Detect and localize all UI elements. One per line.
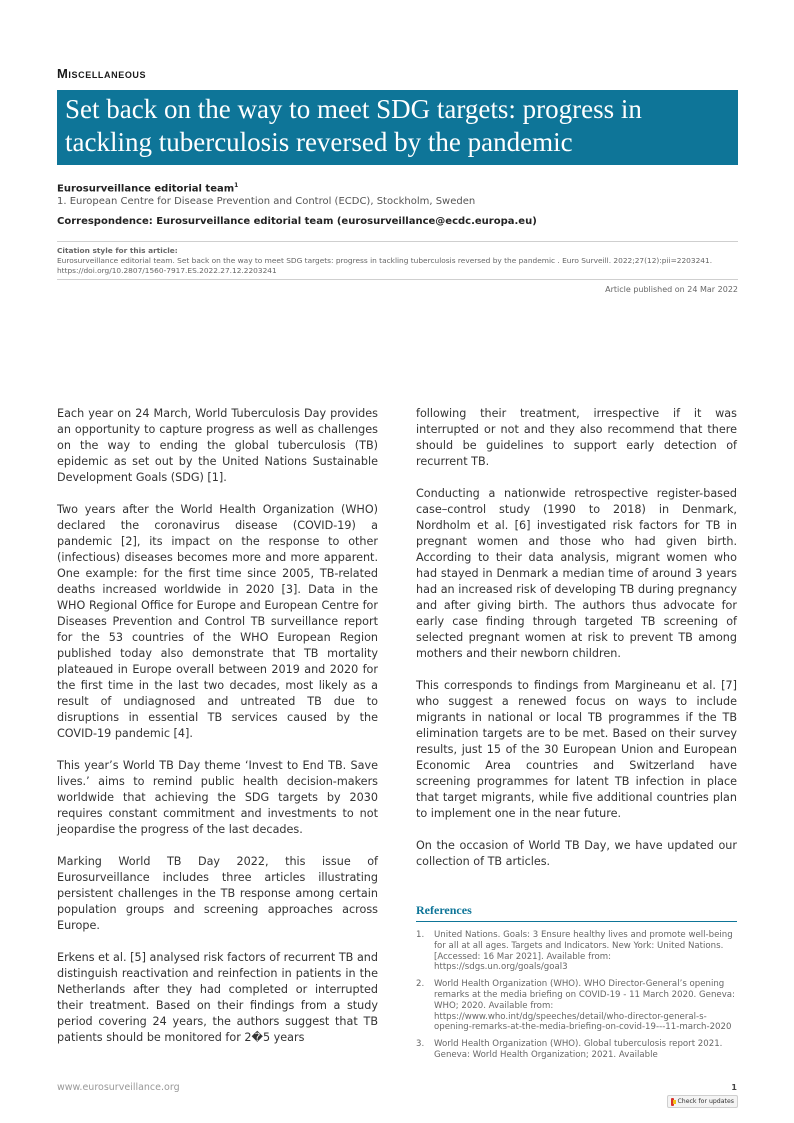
title-banner [57, 90, 738, 165]
paragraph: Erkens et al. [5] analysed risk factors of recurrent TB and distinguish reactivation and reinfection in patients in the Netherlands after they had completed or interrupted their treatment. Based on their findings from a study period covering 24 years, the authors suggest that TB patients should be monitored for 2�5 years [57, 951, 378, 1044]
author-team [57, 179, 738, 195]
reference-text[interactable]: World Health Organization (WHO). WHO Director-General’s opening remarks at the media briefing on COVID-19 - 11 March 2020. Geneva: WHO; 2020. Available from: https://www.who.int/dg/speeches/detail/who-director-general-s-opening-remarks-at-the-media-briefing-on-covid-19---11-march-2020 [434, 979, 735, 1033]
citation-box [57, 241, 738, 280]
citation-heading: Citation style for this article: [57, 246, 178, 255]
author-affiliation-marker: 1 [234, 182, 239, 189]
reference-text[interactable]: United Nations. Goals: 3 Ensure healthy lives and promote well-being for all at all ages. Targets and Indicators. New York: United Nations. [Accessed: 16 Mar 2021]. Available from: https://sdgs.un.org/goals/goal3 [434, 930, 733, 973]
reference-text[interactable]: World Health Organization (WHO). Global tuberculosis report 2021. Geneva: World Health Organization; 2021. Available [434, 1039, 723, 1060]
published-date: Article published on 24 Mar 2022 [605, 285, 738, 294]
footer-url-link[interactable]: www.eurosurveillance.org [57, 1082, 180, 1093]
section-label: Miscellaneous [57, 66, 147, 81]
author-block [57, 179, 738, 228]
references-list [416, 930, 737, 1061]
reference-item [416, 930, 737, 973]
check-for-updates-button[interactable] [667, 1095, 738, 1108]
citation-text: Eurosurveillance editorial team. Set back on the way to meet SDG targets: progress in tackling tuberculosis reversed by the pandemic . Euro Surveill. 2022;27(12):pii=2203241. https://doi.org/10.2807/1560-7917.ES.2022.27.12.2203241 [57, 256, 713, 275]
article-title: Set back on the way to meet SDG targets: progress in tackling tuberculosis reversed by the pandemic [65, 94, 642, 157]
paragraph: This corresponds to findings from Margineanu et al. [7] who suggest a renewed focus on ways to include migrants in national or local TB programmes if the TB elimination targets are to be met. Based on their survey results, just 15 of the 30 European Union and European Economic Area countries and Switzerland have screening programmes for latent TB infection in place that target migrants, while five additional countries plan to implement one in the near future. [416, 679, 737, 820]
references-heading: References [416, 903, 737, 922]
paragraph: On the occasion of World TB Day, we have updated our collection of TB articles. [416, 839, 737, 868]
paragraph: following their treatment, irrespective if it was interrupted or not and they also recommend that there should be guidelines to support early detection of recurrent TB. [416, 407, 737, 468]
reference-number: 1. [416, 930, 425, 940]
crossmark-icon [671, 1098, 674, 1106]
reference-number: 3. [416, 1039, 425, 1050]
paragraph: Two years after the World Health Organization (WHO) declared the coronavirus disease (COVID-19) a pandemic [2], its impact on the response to other (infectious) diseases becomes more and more apparent. One example: for the first time since 2005, TB-related deaths increased worldwide in 2020 [3]. Data in the WHO Regional Office for Europe and European Centre for Diseases Prevention and Control TB surveillance report for the 53 countries of the WHO European Region published today also demonstrate that TB mortality plateaued in Europe overall between 2019 and 2020 for the first time in the last two decades, most likely as a result of undiagnosed and untreated TB due to disruptions in essential TB services caused by the COVID-19 pandemic [4]. [57, 503, 378, 740]
reference-number: 2. [416, 979, 425, 990]
reference-item [416, 1039, 737, 1061]
body-column-left [57, 406, 378, 1062]
page-number: 1 [731, 1083, 737, 1092]
correspondence: Correspondence: Eurosurveillance editorial team (eurosurveillance@ecdc.europa.eu) [57, 216, 537, 228]
body-column-right [416, 406, 737, 886]
paragraph: Marking World TB Day 2022, this issue of Eurosurveillance includes three articles illustrating persistent challenges in the TB response among certain population groups and screening approaches across Europe. [57, 855, 378, 932]
paragraph: This year’s World TB Day theme ‘Invest to End TB. Save lives.’ aims to remind public health decision-makers worldwide that achieving the SDG targets by 2030 requires constant commitment and investments to not jeopardise the progress of the last decades. [57, 759, 378, 836]
author-team-name: Eurosurveillance editorial team [57, 183, 235, 195]
author-affiliation: 1. European Centre for Disease Prevention and Control (ECDC), Stockholm, Sweden [57, 196, 476, 208]
reference-item [416, 979, 737, 1033]
check-for-updates-label: Check for updates [677, 1098, 734, 1105]
paragraph: Each year on 24 March, World Tuberculosis Day provides an opportunity to capture progress as well as challenges on the way to ending the global tuberculosis (TB) epidemic as set out by the United Nations Sustainable Development Goals (SDG) [1]. [57, 407, 378, 484]
paragraph: Conducting a nationwide retrospective register-based case–control study (1990 to 2018) in Denmark, Nordholm et al. [6] investigated risk factors for TB in pregnant women and those who had given birth. According to their data analysis, migrant women who had stayed in Denmark a median time of around 3 years had an increased risk of developing TB during pregnancy and after giving birth. The authors thus advocate for early case finding through targeted TB screening of selected pregnant women at risk to prevent TB among mothers and their newborn children. [416, 487, 737, 660]
references-section [416, 903, 737, 1067]
